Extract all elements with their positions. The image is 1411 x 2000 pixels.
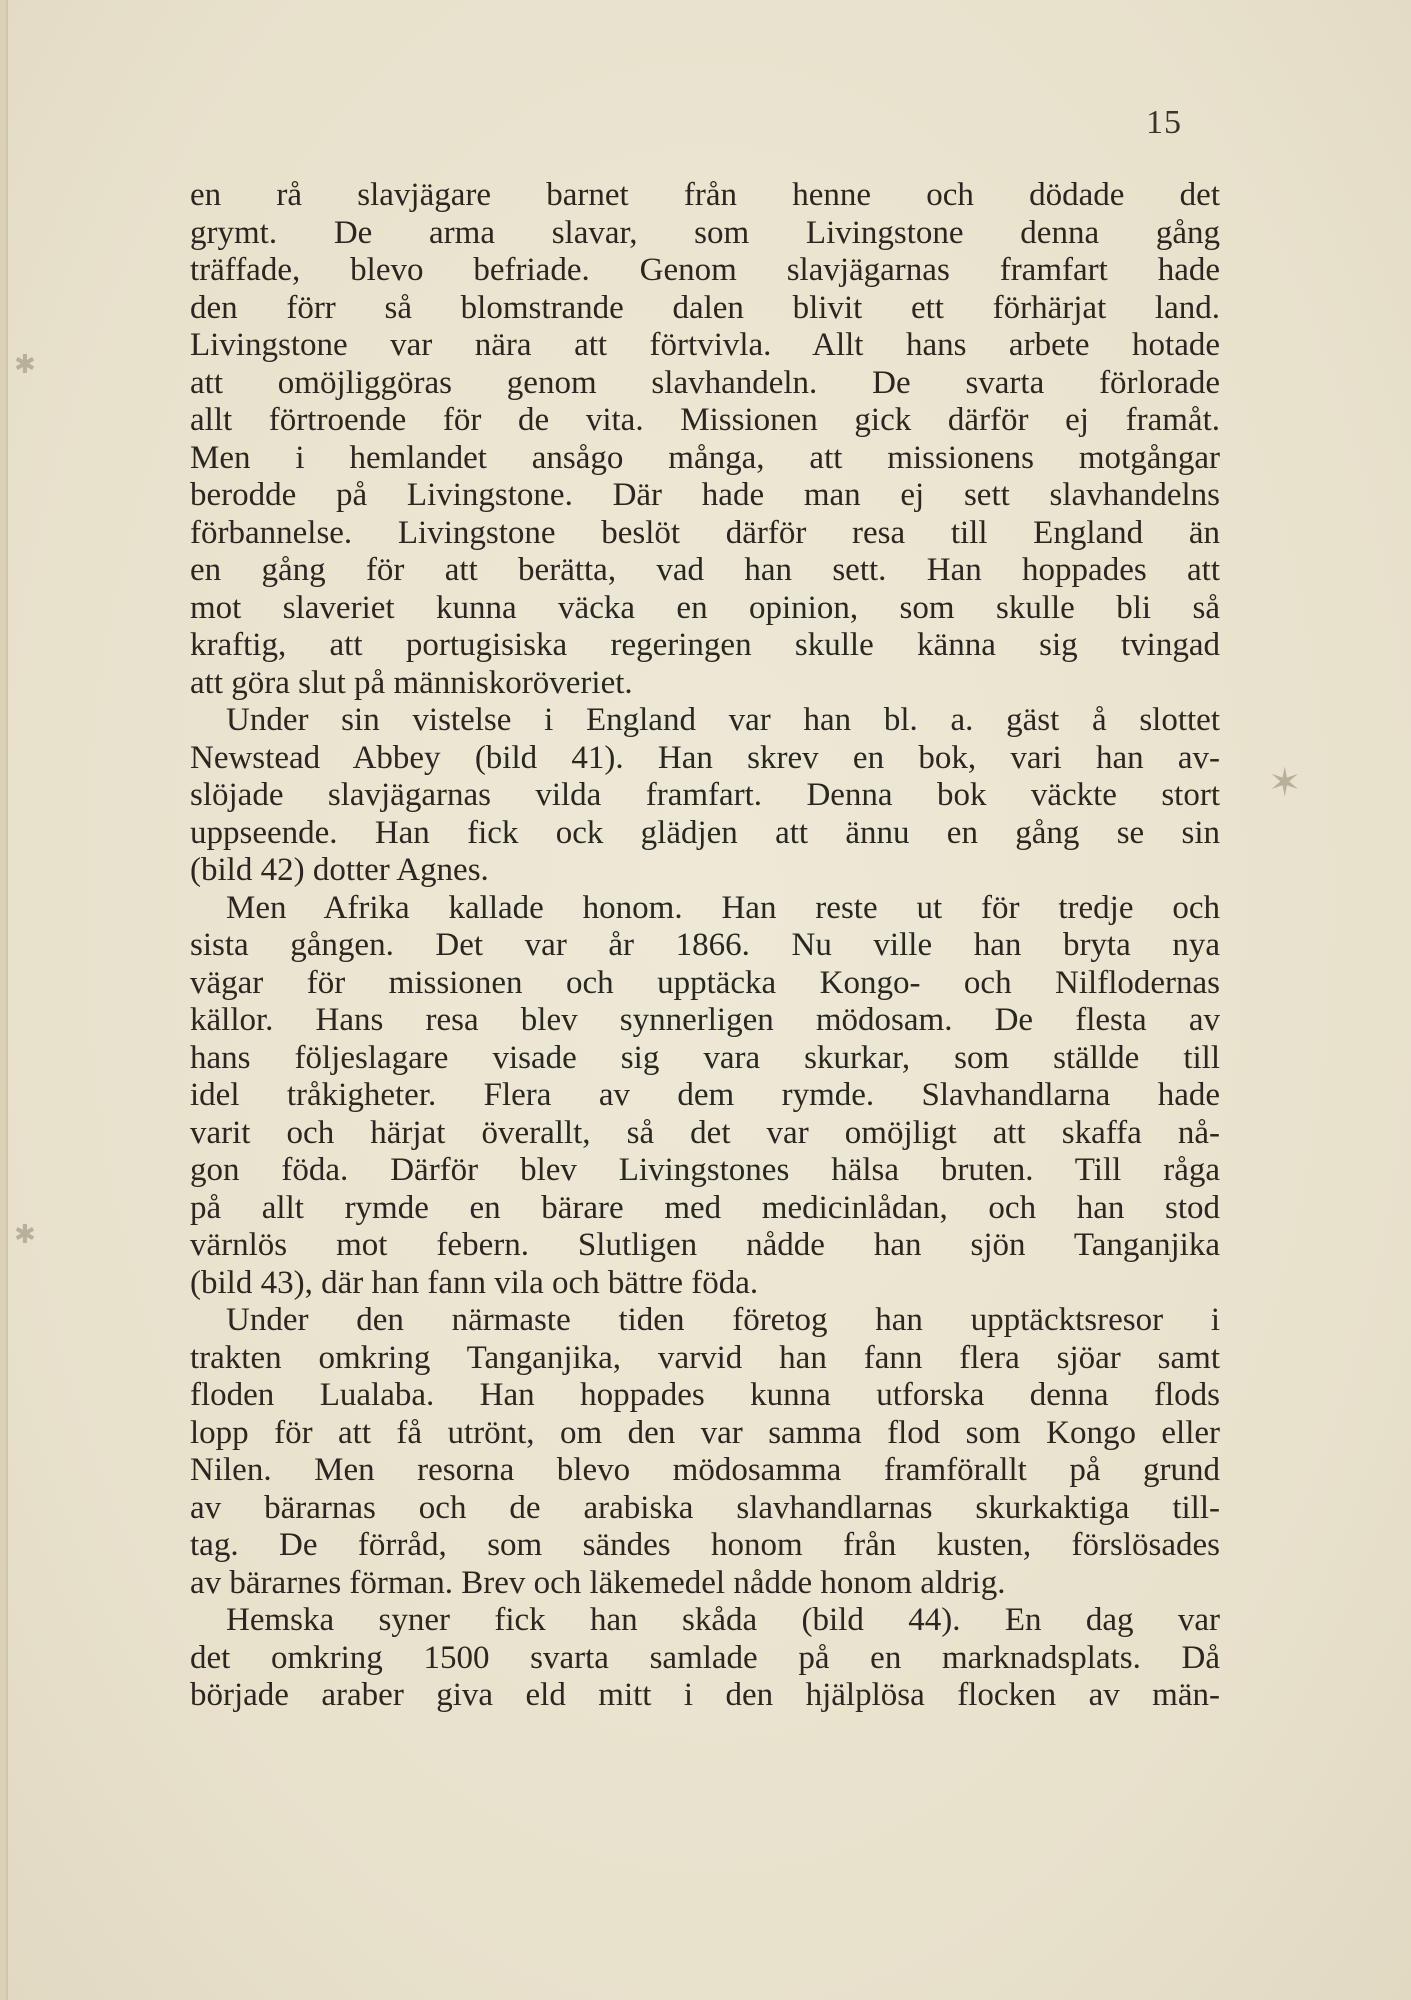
text-line: Men i hemlandet ansågo många, att missionens motgångar <box>190 439 1220 476</box>
text-line: mot slaveriet kunna väcka en opinion, som skulle bli så <box>190 589 1220 626</box>
text-line: lopp för att få utrönt, om den var samma flod som Kongo eller <box>190 1414 1220 1451</box>
text-line: den förr så blomstrande dalen blivit ett förhärjat land. <box>190 289 1220 326</box>
text-line: berodde på Livingstone. Där hade man ej sett slavhandelns <box>190 477 1220 513</box>
text-line: slöjade slavjägarnas vilda framfart. Denna bok väckte stort <box>190 777 1220 813</box>
text-line: att göra slut på människoröveriet. <box>190 664 633 701</box>
text-line: en rå slavjägare barnet från henne och dödade det <box>190 177 1220 213</box>
text-line: grymt. De arma slavar, som Livingstone denna gång <box>190 214 1220 251</box>
text-line: (bild 42) dotter Agnes. <box>190 852 489 888</box>
page-edge-shadow <box>6 0 8 2000</box>
text-line: tag. De förråd, som sändes honom från kusten, förslösades <box>190 1527 1220 1563</box>
text-line: gon föda. Därför blev Livingstones hälsa bruten. Till råga <box>190 1152 1220 1188</box>
text-line: uppseende. Han fick ock glädjen att ännu en gång se sin <box>190 814 1220 851</box>
text-line: värnlös mot febern. Slutligen nådde han sjön Tanganjika <box>190 1227 1220 1263</box>
text-line: (bild 43), där han fann vila och bättre föda. <box>190 1264 759 1301</box>
text-line: trakten omkring Tanganjika, varvid han fann flera sjöar samt <box>190 1339 1220 1376</box>
margin-mark: ✱ <box>14 1220 36 1250</box>
text-line: sista gången. Det var år 1866. Nu ville han bryta nya <box>190 927 1220 963</box>
text-line: det omkring 1500 svarta samlade på en marknadsplats. Då <box>190 1639 1220 1676</box>
text-line: av bärarnas och de arabiska slavhandlarnas skurkaktiga till- <box>190 1489 1220 1526</box>
body-text <box>190 177 1220 1715</box>
text-line: Nilen. Men resorna blevo mödosamma framförallt på grund <box>190 1452 1220 1488</box>
text-line: Newstead Abbey (bild 41). Han skrev en bok, vari han av- <box>190 739 1220 776</box>
text-line: varit och härjat överallt, så det var omöjligt att skaffa nå- <box>190 1114 1220 1151</box>
margin-mark: ✱ <box>14 350 36 380</box>
text-line: källor. Hans resa blev synnerligen mödosam. De flesta av <box>190 1002 1220 1038</box>
text-line: vägar för missionen och upptäcka Kongo- och Nilflodernas <box>190 964 1220 1001</box>
text-line: att omöjliggöras genom slavhandeln. De svarta förlorade <box>190 364 1220 401</box>
page-number: 15 <box>1146 104 1182 141</box>
text-line: Under sin vistelse i England var han bl. a. gäst å slottet <box>226 702 1220 738</box>
text-line: började araber giva eld mitt i den hjälplösa flocken av män- <box>190 1677 1220 1713</box>
margin-mark: ✶ <box>1268 760 1302 806</box>
text-line: förbannelse. Livingstone beslöt därför resa till England än <box>190 514 1220 551</box>
text-line: Men Afrika kallade honom. Han reste ut för tredje och <box>226 889 1220 926</box>
text-line: Under den närmaste tiden företog han upptäcktsresor i <box>226 1302 1220 1338</box>
text-line: av bärarnes förman. Brev och läkemedel nådde honom aldrig. <box>190 1564 1006 1601</box>
text-line: hans följeslagare visade sig vara skurkar, som ställde till <box>190 1039 1220 1076</box>
text-line: Livingstone var nära att förtvivla. Allt hans arbete hotade <box>190 327 1220 363</box>
text-line: kraftig, att portugisiska regeringen skulle känna sig tvingad <box>190 627 1220 663</box>
text-line: träffade, blevo befriade. Genom slavjägarnas framfart hade <box>190 252 1220 288</box>
text-line: Hemska syner fick han skåda (bild 44). En dag var <box>226 1602 1220 1638</box>
text-line: allt förtroende för de vita. Missionen gick därför ej framåt. <box>190 402 1220 438</box>
text-line: på allt rymde en bärare med medicinlådan, och han stod <box>190 1189 1220 1226</box>
text-line: idel tråkigheter. Flera av dem rymde. Slavhandlarna hade <box>190 1077 1220 1113</box>
text-line: floden Lualaba. Han hoppades kunna utforska denna flods <box>190 1377 1220 1413</box>
text-line: en gång för att berätta, vad han sett. Han hoppades att <box>190 552 1220 588</box>
